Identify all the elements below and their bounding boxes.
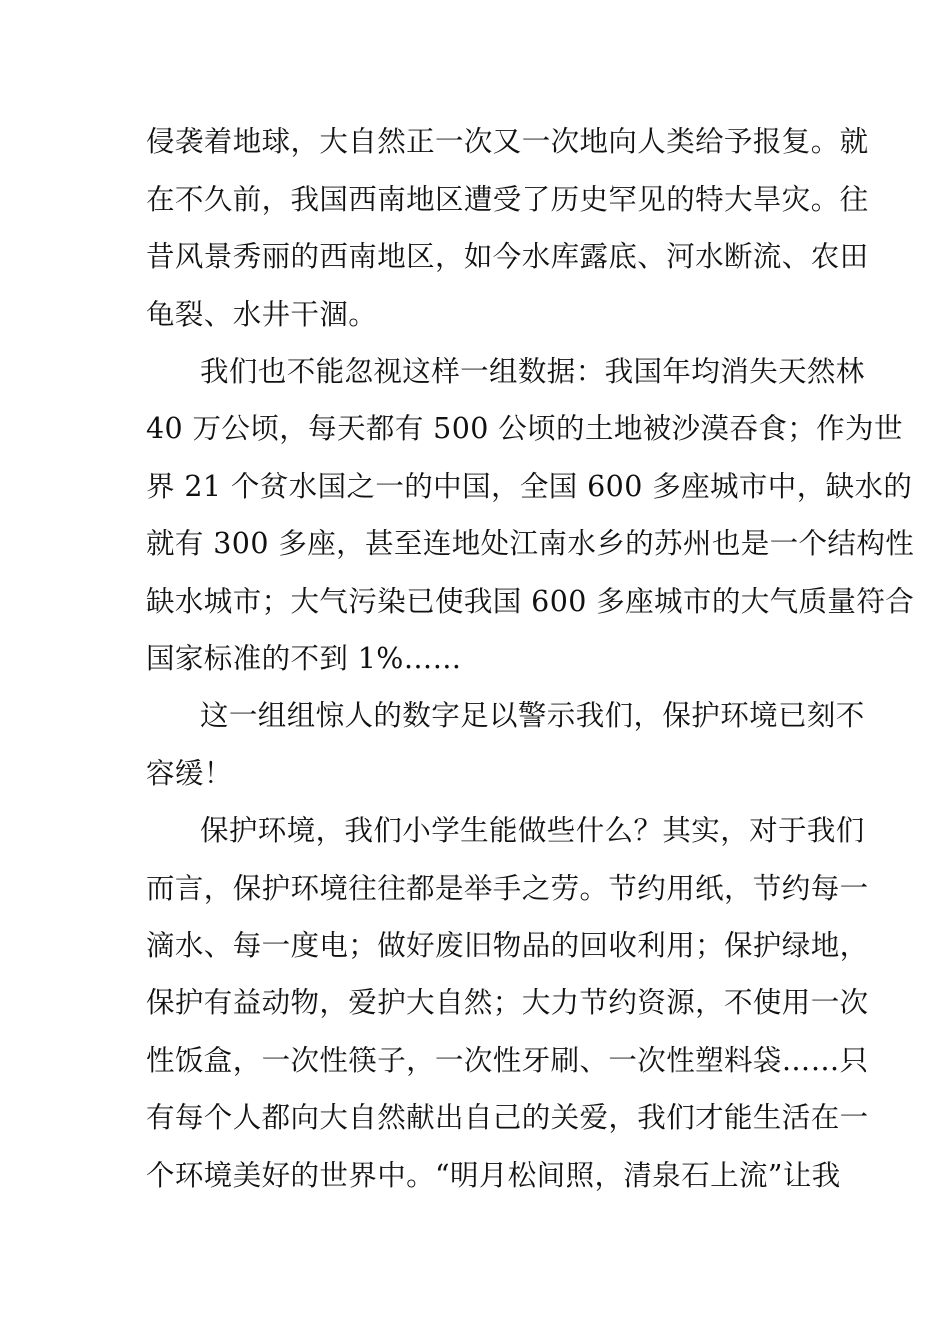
paragraph-first-line: 这一组组惊人的数字足以警示我们，保护环境已刻不 <box>200 699 865 732</box>
text-line: 在不久前，我国西南地区遭受了历史罕见的特大旱灾。往 <box>146 183 869 216</box>
text-line: 界 21 个贫水国之一的中国，全国 600 多座城市中，缺水的 <box>146 470 913 503</box>
paragraph-first-line: 我们也不能忽视这样一组数据：我国年均消失天然林 <box>200 355 865 388</box>
text-line: 昔风景秀丽的西南地区，如今水库露底、河水断流、农田 <box>146 240 869 273</box>
text-line: 40 万公顷，每天都有 500 公顷的土地被沙漠吞食；作为世 <box>146 412 903 445</box>
text-line: 保护有益动物，爱护大自然；大力节约资源，不使用一次 <box>146 986 869 1019</box>
text-line: 国家标准的不到 1%…… <box>146 642 462 675</box>
text-line: 容缓！ <box>146 757 233 790</box>
text-line: 侵袭着地球，大自然正一次又一次地向人类给予报复。就 <box>146 125 869 158</box>
text-line: 缺水城市；大气污染已使我国 600 多座城市的大气质量符合 <box>146 585 915 618</box>
text-line: 就有 300 多座，甚至连地处江南水乡的苏州也是一个结构性 <box>146 527 915 560</box>
text-line: 龟裂、水井干涸。 <box>146 298 378 331</box>
paragraph-first-line: 保护环境，我们小学生能做些什么？其实，对于我们 <box>200 814 865 847</box>
text-line: 个环境美好的世界中。“明月松间照，清泉石上流”让我 <box>146 1159 841 1192</box>
text-line: 有每个人都向大自然献出自己的关爱，我们才能生活在一 <box>146 1101 869 1134</box>
text-line: 滴水、每一度电；做好废旧物品的回收利用；保护绿地， <box>146 929 869 962</box>
text-line: 而言，保护环境往往都是举手之劳。节约用纸，节约每一 <box>146 872 869 905</box>
text-line: 性饭盒，一次性筷子，一次性牙刷、一次性塑料袋……只 <box>146 1044 869 1077</box>
